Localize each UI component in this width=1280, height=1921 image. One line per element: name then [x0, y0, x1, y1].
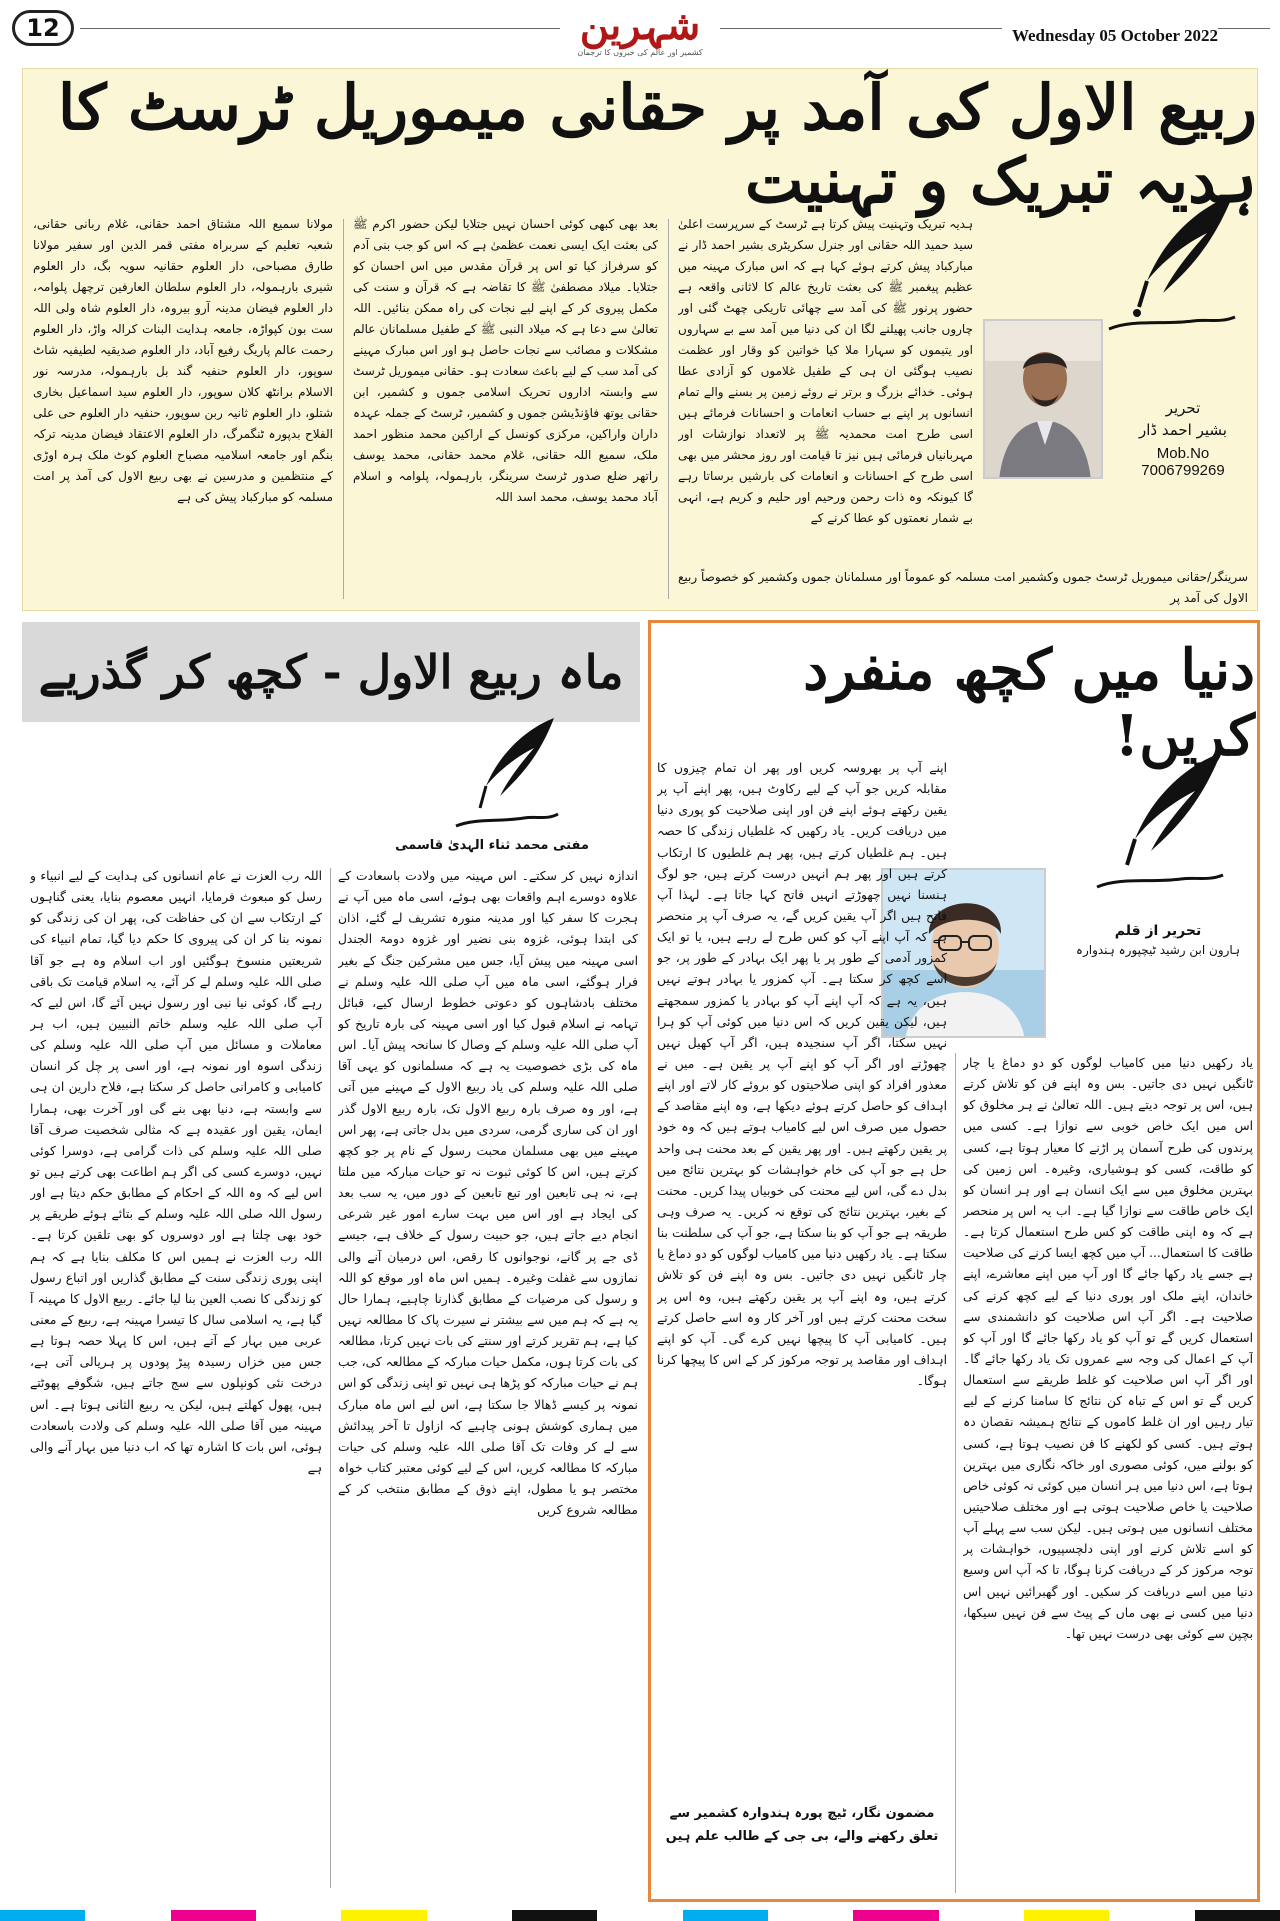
color-swatch: [341, 1910, 426, 1921]
color-swatch: [939, 1910, 1024, 1921]
top-article-column-1: ہدیہ تبریک وتہنیت پیش کرتا ہے ٹرسٹ کے سرپرست اعلیٰ سید حمید اللہ حقانی اور جنرل سکریٹری بشیر احمد ڈار نے مبارکباد پیش کرتے ہوئے کہا ہے کہ اس مبارک مہینہ میں عظیم پیغمبر ﷺ کی بعثت تاریخ عالم کا لاثانی واقعہ ہے حضور پرنور ﷺ کی آمد سے چھائی تاریکی چھٹ گئی اور چاروں جانب پھیلنے لگا ان کی دنیا میں آمد سے بے سہاروں اور یتیموں کو سہارا ملا کیا خواتین کو وقار اور عظمت نصیب ہوگئی ان ہی کے طفیل غلاموں کو آزادی عطا ہوئی۔ خدائے بزرگ و برتر نے روئے زمین پر بسنے والے تمام انسانوں پر اپنے بے حساب انعامات و احسانات فرمائے ہیں اسی طرح امت محمدیہ ﷺ پر لاتعداد نوازشات اور مہربانیاں فرمائی ہیں نیز تا قیامت اور روز محشر میں بھی اسی طرح کے احسانات و انعامات کی بارشیں برساتا رہے گا کیونکہ وہ ذات رحمن ورحیم اور حلیم و کریم ہے، انہی بے شمار نعمتوں کو عطا کرنے کے: [678, 217, 973, 525]
color-registration-strip: [0, 1910, 1280, 1921]
left-article-headline: ماہ ربیع الاول - کچھ کر گذریے: [22, 622, 640, 722]
color-swatch: [768, 1910, 853, 1921]
top-article: [22, 68, 1258, 611]
top-article-column-2: بعد بھی کبھی کوئی احسان نہیں جتلایا لیکن حضور اکرم ﷺ کی بعثت ایک ایسی نعمت عظمیٰ ہے کہ اس کو جب بنی آدم کو سرفراز کیا تو اس پر قرآن مقدس میں اس احسان کو جتلایا۔ میلاد مصطفیٰ ﷺ کا تقاضہ ہے کہ قرآن و سنت کی مکمل پیروی کر کے اپنے لیے نجات کی راہ ممکن بنائیں۔ اللہ تعالیٰ سے دعا ہے کہ میلاد النبی ﷺ کے طفیل مسلمانان عالم مشکلات و مصائب سے نجات حاصل ہو اور اس مبارک مہینے کی آمد سب کے لیے باعث سعادت ہو۔ حقانی میموریل ٹرسٹ سے وابستہ اداروں تحریک اسلامی جموں و کشمیر، ابن حقانی یوتھ فاؤنڈیشن جموں و کشمیر، ٹرسٹ کے جملہ عہدہ داران واراکین، مرکزی کونسل کے اراکین محمد منظور احمد ملک، سمیع اللہ حقانی، غلام محمد حقانی، محمد یوسف راتھر ضلع صدور ٹرسٹ سرینگر، بارہمولہ، پلوامہ و اسلام آباد محمد یوسف، محمد اسد اللہ: [353, 217, 658, 504]
masthead-subtitle: کشمیر اور عالم کی خبروں کا ترجمان: [577, 48, 703, 57]
author-photo: [983, 319, 1103, 479]
color-swatch: [256, 1910, 341, 1921]
top-article-headline: ربیع الاول کی آمد پر حقانی میموریل ٹرسٹ کا ہدیہ تبریک و تہنیت: [58, 71, 1257, 217]
color-swatch: [0, 1910, 85, 1921]
masthead-logo[interactable]: [560, 2, 720, 60]
color-swatch: [597, 1910, 682, 1921]
color-swatch: [683, 1910, 768, 1921]
right-article-footer: مضمون نگار، ٹیچ پورہ ہندوارہ کشمیر سے تعلق رکھنے والے، بی جی کے طالب علم ہیں: [665, 1806, 939, 1844]
column-divider: [955, 1053, 956, 1893]
color-swatch: [1109, 1910, 1194, 1921]
byline-label: تحریر: [1165, 399, 1201, 417]
quill-pen-icon: [1091, 747, 1231, 897]
top-article-column-3: مولانا سمیع اللہ مشتاق احمد حقانی، غلام ربانی حقانی، شعبہ تعلیم کے سربراہ مفتی قمر الدین اور سفیر مولانا طارق مصباحی، دار العلوم حقانیہ سویہ بگ، دار العلوم شیری بارہمولہ، دار العلوم سلطان العارفین ترچھل پلوامہ، دار العلوم فیضان مدینہ آرو بیروہ، دار العلوم شاہ ولی اللہ ست بون کپواڑہ، جامعہ ہدایت البنات کرالہ واڑ، دار العلوم رحمت عالم پاریگ رفیع آباد، دار العلوم صدیقیہ لطیفیہ شاٹ سوپور، دار العلوم حنفیہ گند بل بارہمولہ، مدرسہ نور الاسلام برانٹھ کلان سوپور، دار العلوم سید اسماعیل بخاری شتلو، دار العلوم ثانیہ ربن سوپور، حنفیہ دار العلوم حی علی الفلاح بدپورہ ٹنگمرگ، دار العلوم الاعتقاد فیضان مدینہ ترکہ بنگم اور جامعہ اسلامیہ مصباح العلوم کوٹ ملک ہرہ اوڑی کے منتظمین و مدرسین نے بھی ربیع الاول کی آمد پر امت مسلمہ کو مبارکباد پیش کی ہے: [33, 217, 333, 504]
color-swatch: [85, 1910, 170, 1921]
column-divider: [330, 868, 331, 1888]
color-swatch: [1195, 1910, 1280, 1921]
quill-pen-icon: [1103, 189, 1243, 339]
right-article-column-1: اپنے آپ پر بھروسہ کریں اور پھر ان تمام چیزوں کا مقابلہ کریں جو آپ کے لیے رکاوٹ ہیں، پھر اپنے آپ پر یقین رکھتے ہوئے اپنے فن اور اپنی صلاحیت کو پوری دنیا میں دریافت کریں۔ یاد رکھیں کہ غلطیاں زندگی کا حصہ ہیں۔ ہم غلطیاں کرتے ہیں، پھر ہم غلطیوں کا ارتکاب کرتے ہیں اور پھر ہم انہیں درست کرتے ہیں، جو لوگ ہنسنا نہیں چھوڑتے انہیں فاتح کہا جاتا ہے۔ لہذا آپ فاتح ہیں اگر آپ یقین کریں گے، یہ صرف آپ پر منحصر ہے کہ آپ اپنے آپ کو کس طرح لے رہے ہیں، یا تو ایک کمزور آدمی کے طور پر یا پھر ایک بہادر کے طور پر، جو اسے کچھ کر سکتا ہے۔ آپ کمزور یا بہادر ہوتے نہیں ہیں، یہ ہے کہ آپ اپنے آپ کو بہادر یا کمزور سمجھتے ہیں، لیکن یقین کریں کہ اس دنیا میں کوئی آپ کو ہرا نہیں سکتا، اگر آپ سنجیدہ ہیں، اگر آپ کھیل نہیں چھوڑتے اور اگر آپ کو اپنے آپ پر یقین ہے۔ میں نے معذور افراد کو اپنی صلاحیتوں کو بروئے کار لاتے اور اپنے اہداف کو حاصل کرتے ہوئے دیکھا ہے، وہ اپنے مقاصد کے حصول میں صرف اس لیے کامیاب ہوتے ہیں کہ وہ خود پر یقین رکھتے ہیں۔ اور پھر یقین کے بعد محنت ہی واحد حل ہے جو آپ کی خام خواہشات کو بہترین نتائج میں بدل دے گی، اس لیے محنت کی خوبیاں پیدا کریں۔ محنت کے بغیر، بہترین نتائج کی توقع نہ کریں۔ یہ صرف وہی طریقہ ہے جو آپ کو بنا سکتا ہے، جو آپ کی سلطنت بنا سکتا ہے۔ یاد رکھیں دنیا میں کامیاب لوگوں کو دو دماغ یا چار ٹانگیں نہیں دی جاتیں۔ بس وہ اپنے فن کو تلاش کرتے ہیں، وہ اپنے آپ پر یقین رکھتے ہیں، وہ اس پر سخت محنت کرتے ہیں اور آخر کار وہ اسے حاصل کرتے ہیں۔ کامیابی آپ کا پیچھا نہیں کرے گی۔ آپ کو اپنے اہداف اور مقاصد پر توجہ مرکوز کر کے اس کا پیچھا کرنا ہوگا۔: [657, 761, 947, 1389]
left-article-column-2: اللہ رب العزت نے عام انسانوں کی ہدایت کے لیے انبیاء و رسل کو مبعوث فرمایا، انہیں معصوم بنایا، یعنی گناہوں کے ارتکاب سے ان کی حفاظت کی، پھر ان کی زندگی کو نمونہ بنا کر ان کی پیروی کا حکم دیا گیا، تمام انبیاء کی شریعتیں منسوخ ہوگئیں اور اب اسلام وہ ہے جو آقا صلی اللہ علیہ وسلم لے کر آئے، یہ اسلام قیامت تک باقی رہے گا، کوئی نیا نبی اور رسول نہیں آئے گا، اس لیے کہ آپ صلی اللہ علیہ وسلم خاتم النبیین ہیں، اب ہر معاملات و مسائل میں آپ صلی اللہ علیہ وسلم کی زندگی اسوہ اور نمونہ ہے، اور اسی پر چل کر انسان کامیابی و کامرانی حاصل کر سکتا ہے، فلاح دارین ان ہی سے وابستہ ہے، دنیا بھی بنے گی اور آخرت بھی، ہمارا ایمان، یقین اور عقیدہ ہے کہ مثالی شخصیت صرف آقا صلی اللہ علیہ وسلم کی ذات گرامی ہے، دوسرا کوئی نہیں، دوسرے کسی کی اگر ہم اطاعت بھی کرتے ہیں تو اس لیے کہ وہ اللہ کے احکام کے مطابق حکم دیتا ہے اور رسول اللہ صلی اللہ علیہ وسلم کے بتائے ہوئے طریقے پر خود بھی چلتا ہے اور دوسروں کو بھی تلقین کرتا ہے۔ اللہ رب العزت نے ہمیں اس کا مکلف بنایا ہے کہ ہم اپنی پوری زندگی سنت کے مطابق گذاریں اور اتباع رسول کو زندگی کا نصب العین بنا لیا جائے۔ ربیع الاول کا مہینہ آ گیا ہے، یہ اسلامی سال کا تیسرا مہینہ ہے، ربیع کے معنی عربی میں بہار کے آتے ہیں، اس کا پہلا حصہ ہوتا ہے جس میں خزاں رسیدہ پیڑ پودوں پر ہریالی آتی ہے، درخت نئی کونپلوں سے سج جاتے ہیں، شگوفے پھوٹتے ہیں، پھول کھلتے ہیں، لیکن یہ ربیع الثانی ہوتا ہے۔ اس مہینہ میں آقا صلی اللہ علیہ وسلم کی ولادت باسعادت ہوئی، اس بات کا اشارہ تھا کہ اب دنیا میں بہار آنے والی ہے: [30, 869, 322, 1475]
top-article-footer-line: سرینگر/حقانی میموریل ٹرسٹ جموں وکشمیر امت مسلمہ کو عموماً اور مسلمانان جموں وکشمیر کو خصوصاً ربیع الاول کی آمد پر: [678, 570, 1248, 605]
color-swatch: [427, 1910, 512, 1921]
left-article-column-1: اندازہ نہیں کر سکتے۔ اس مہینہ میں ولادت باسعادت کے علاوہ دوسرے اہم واقعات بھی ہوئے، اسی ماہ میں آپ نے ہجرت کا سفر کیا اور مدینہ منورہ تشریف لے گئے، اذان کی ابتدا ہوئی، غزوہ بنی نضیر اور غزوہ دومۃ الجندل اسی مہینہ میں پیش آیا، جس میں مشرکین جنگ کے بغیر فرار ہوگئے، اسی ماہ میں آپ صلی اللہ علیہ وسلم نے مختلف بادشاہوں کو دعوتی خطوط ارسال کیے، قبائل تہامہ نے اسلام قبول کیا اور اسی مہینہ کی بارہ تاریخ کو آپ صلی اللہ علیہ وسلم کے وصال کا سانحہ پیش آیا۔ اس ماہ کی بڑی خصوصیت یہ ہے کہ مسلمانوں کو یہی آقا صلی اللہ علیہ وسلم کی یاد ربیع الاول کے مہینے میں آتی ہے، اور وہ صرف بارہ ربیع الاول تک، بارہ ربیع الاول گذر اور ان کی ساری گرمی، سردی میں بدل جاتی ہے، پھر اس مہینے میں بھی مسلمان محبت رسول کے نام پر جو کچھ کرتے ہیں، اس کا کوئی ثبوت نہ تو حیات مبارکہ میں ملتا ہے، نہ ہی تابعین اور تبع تابعین کے دور میں، یہ سب بعد کی ایجاد ہے اور اس میں بہت سارے امور غیر شرعی انجام دیے جاتے ہیں، جو حبیت رسول کے خلاف ہے، جیسے ڈی جے پر گانے، نوجوانوں کا رقص، اس درمیان آنے والی نمازوں سے غفلت وغیرہ۔ ہمیں اس ماہ اور موقع کو اللہ و رسول کی مرضیات کے مطابق گذارنا چاہیے، ہمارا حال یہ ہے کہ ہم میں سے بیشتر نے سیرت پاک کا مطالعہ نہیں کیا ہے، ہم تقریر کرتے اور سنتے کی بات نہیں کرتا، مطالعہ کی بات کرتا ہوں، مکمل حیات مبارکہ کے مطالعہ کی، جب ہم نے حیات مبارکہ کو پڑھا ہی نہیں تو اپنی زندگی کو اس نمونہ پر کیسے ڈھالا جا سکتا ہے، اس لیے اس ماہ مبارک میں ہماری کوشش ہونی چاہیے کہ ازاول تا آخر پیدائش سے لے کر وفات تک آقا صلی اللہ علیہ وسلم کی حیات مبارکہ کا مطالعہ کریں، اس کے لیے کوئی معتبر کتاب خواہ مختصر ہو یا مطول، اپنے ذوق کے مطابق منتخب کر کے مطالعہ شروع کریں: [338, 869, 638, 1518]
left-article-author: مفتی محمد ثناء الہدیٰ قاسمی: [395, 838, 589, 853]
quill-pen-icon: [452, 714, 562, 834]
author-name: ہارون ابن رشید ٹیچپورہ ہندوارہ: [1075, 943, 1241, 957]
page-number: 12: [12, 10, 74, 46]
color-swatch: [853, 1910, 938, 1921]
right-article: [648, 620, 1260, 1902]
author-name: بشیر احمد ڈار: [1139, 421, 1227, 439]
right-article-column-2: یاد رکھیں دنیا میں کامیاب لوگوں کو دو دماغ یا چار ٹانگیں نہیں دی جاتیں۔ بس وہ اپنے فن کو تلاش کرتے ہیں، اس پر توجہ دیتے ہیں۔ اللہ تعالیٰ نے ہر مخلوق کو اس میں ایک خاص خوبی سے نوازا ہے۔ کسی میں پرندوں کی طرح آسمان پر اڑنے کا معیار ہوتا ہے، کسی کو طاقت، کسی کو ہوشیاری، وغیرہ۔ اس زمین کی بہترین مخلوق میں سے ایک انسان ہے اور ہر انسان کو ایک خاص طاقت سے نوازا گیا ہے۔ اب یہ اس پر منحصر ہے کہ وہ اپنی طاقت کو کس طرح استعمال کرتا ہے۔ طاقت کا استعمال... آپ میں کچھ ایسا کرنے کی صلاحیت ہے جسے یاد رکھا جائے گا اور آپ میں اپنے معاشرے، اپنے خاندان، اپنے ملک اور پوری دنیا کے لیے کچھ کرنے کی صلاحیت ہے۔ اگر آپ اس صلاحیت کو دانشمندی سے استعمال کریں گے تو آپ کو یاد رکھا جائے گا اور آپ کو آپ کے اعمال کی وجہ سے عمروں تک یاد رکھا جائے گا۔ اور اگر آپ اس صلاحیت کو غلط طریقے سے استعمال کریں گے تو اس کے تباہ کن نتائج کا سامنا کرنے کے لیے تیار رہیں اور ان غلط کاموں کے نتائج ہمیشہ نقصان دہ ہوتے ہیں۔ کسی کو لکھنے کا فن نصیب ہوتا ہے، کسی کو بولنے میں، کوئی مصوری اور خاکہ نگاری میں بہترین ہوتا ہے، اس دنیا میں ہر انسان میں کوئی نہ کوئی خاص صلاحیت یا خاص صلاحیت ہوتی ہے اور مختلف صلاحیتیں مختلف انسانوں میں ہوتی ہیں۔ لیکن سب سے پہلے آپ کو اسے تلاش کرنے اور اپنی دلچسپیوں، خواہشات پر توجہ مرکوز کر کے دریافت کرنا ہوگا، تا کہ آپ اس وسیع دنیا میں اسے دریافت کر سکیں۔ اور گھبرائیں نہیں اس دنیا میں کسی نے بھی ماں کے پیٹ سے فن نہیں سیکھا، بچپن سے کوئی بھی درست نہیں تھا۔: [963, 1056, 1253, 1641]
color-swatch: [171, 1910, 256, 1921]
right-article-byline: [1063, 923, 1253, 957]
right-article-headline: دنیا میں کچھ منفرد کریں!: [803, 637, 1255, 769]
column-divider: [668, 219, 669, 599]
color-swatch: [512, 1910, 597, 1921]
column-divider: [343, 219, 344, 599]
byline-label: تحریر از قلم: [1114, 923, 1202, 939]
left-article: [22, 618, 642, 1903]
author-mobile: Mob.No 7006799269: [1141, 445, 1225, 479]
color-swatch: [1024, 1910, 1109, 1921]
masthead-title: شہرین: [579, 2, 701, 49]
issue-date: Wednesday 05 October 2022: [1002, 26, 1218, 46]
top-article-byline: [1113, 399, 1253, 479]
